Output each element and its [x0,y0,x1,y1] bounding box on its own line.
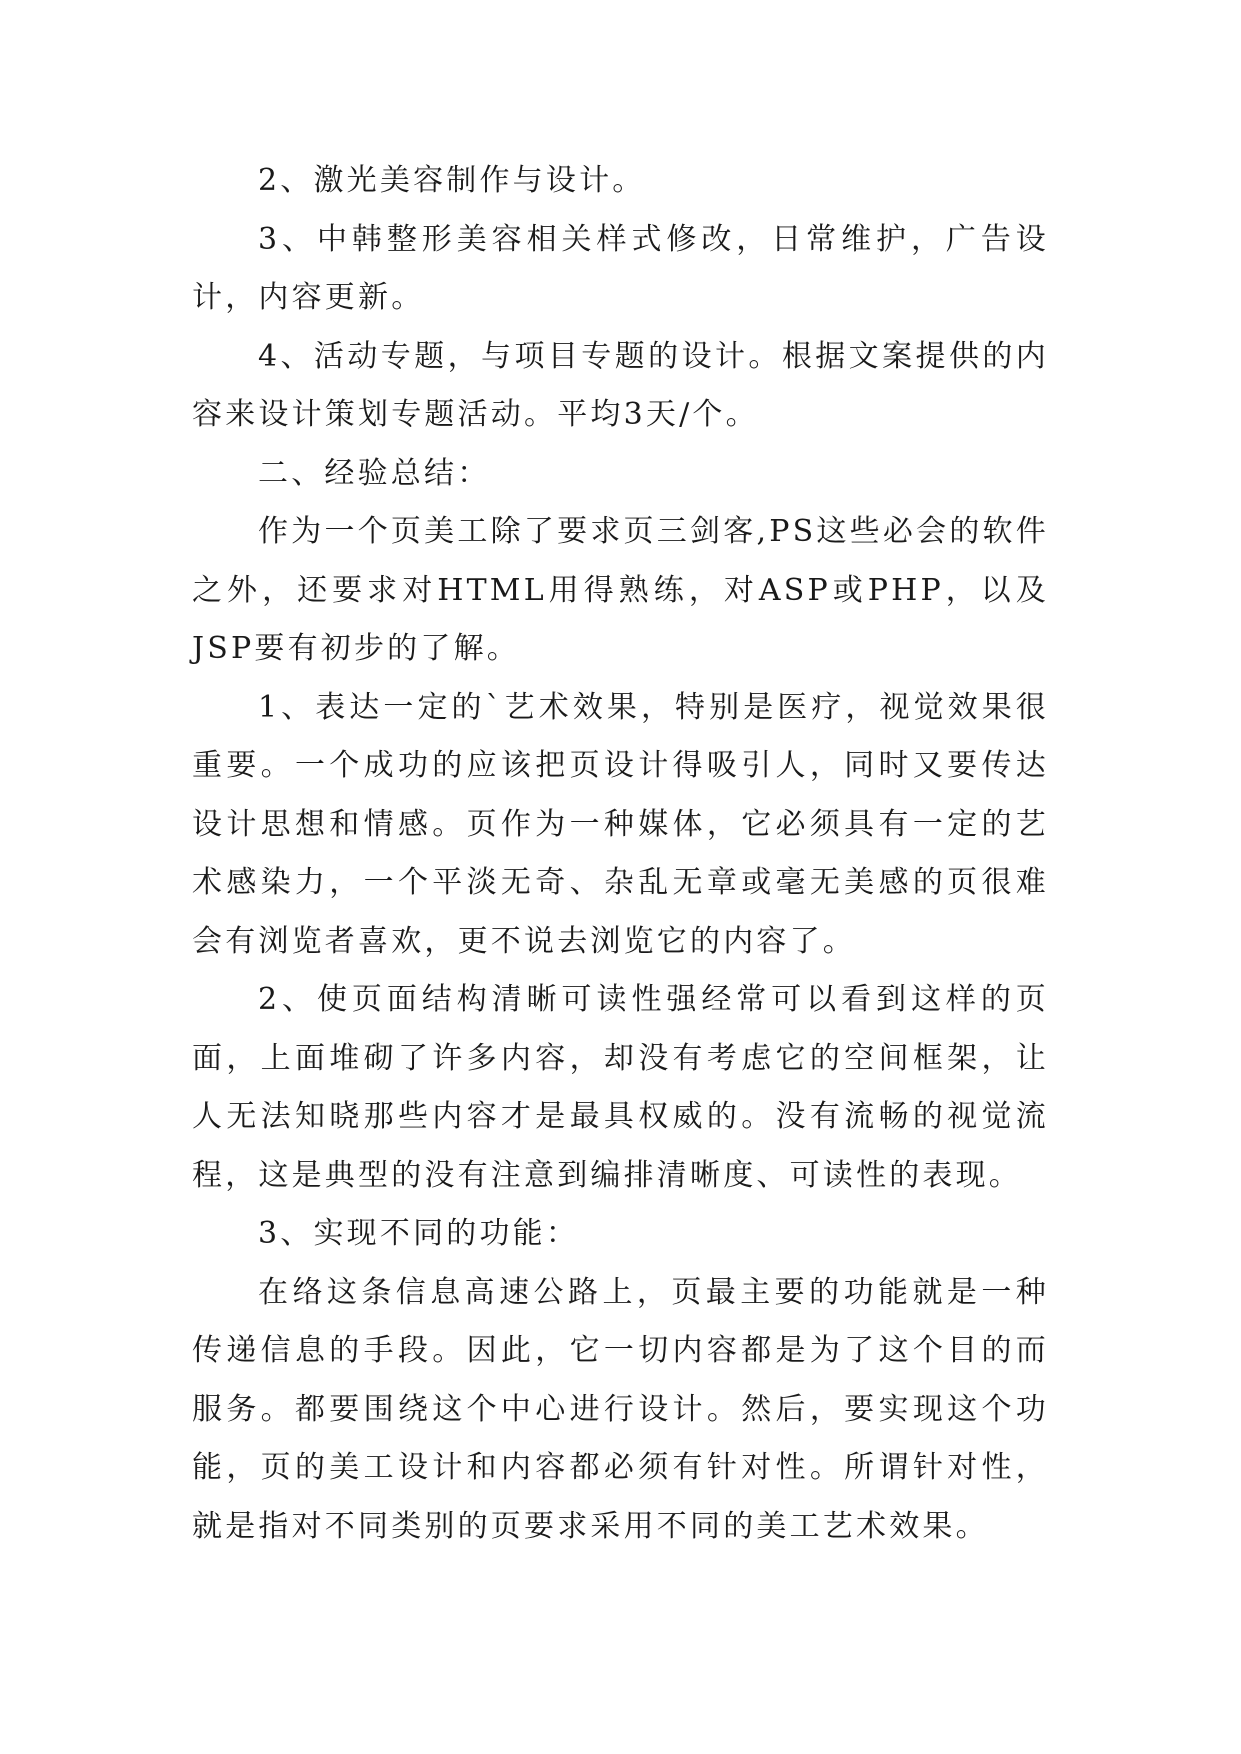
paragraph-intro-skills: 作为一个页美工除了要求页三剑客,PS这些必会的软件之外，还要求对HTML用得熟练，对ASP或PHP，以及JSP要有初步的了解。 [192,514,1049,666]
heading-different-functions: 3、实现不同的功能： [258,1216,580,1251]
paragraph-clear-structure: 2、使页面结构清晰可读性强经常可以看到这样的页面，上面堆砌了许多内容，却没有考虑它的空间框架，让人无法知晓那些内容才是最具权威的。没有流畅的视觉流程，这是典型的没有注意到编排清晰度、可读性的表现。 [192,982,1049,1193]
paragraph-item-4: 4、活动专题，与项目专题的设计。根据文案提供的内容来设计策划专题活动。平均3天/个。 [192,338,1049,432]
section-heading-experience-summary: 二、经验总结： [258,455,491,491]
document-body [192,152,1049,1556]
paragraph-information-function: 在络这条信息高速公路上，页最主要的功能就是一种传递信息的手段。因此，它一切内容都是为了这个目的而服务。都要围绕这个中心进行设计。然后，要实现这个功能，页的美工设计和内容都必须有针对性。所谓针对性，就是指对不同类别的页要求采用不同的美工艺术效果。 [192,1274,1049,1544]
paragraph-item-3: 3、中韩整形美容相关样式修改，日常维护，广告设计，内容更新。 [192,221,1049,315]
paragraph-artistic-effect: 1、表达一定的`艺术效果，特别是医疗，视觉效果很重要。一个成功的应该把页设计得吸引人，同时又要传达设计思想和情感。页作为一种媒体，它必须具有一定的艺术感染力，一个平淡无奇、杂乱无章或毫无美感的页很难会有浏览者喜欢，更不说去浏览它的内容了。 [192,689,1049,959]
paragraph-item-2: 2、激光美容制作与设计。 [258,163,646,198]
